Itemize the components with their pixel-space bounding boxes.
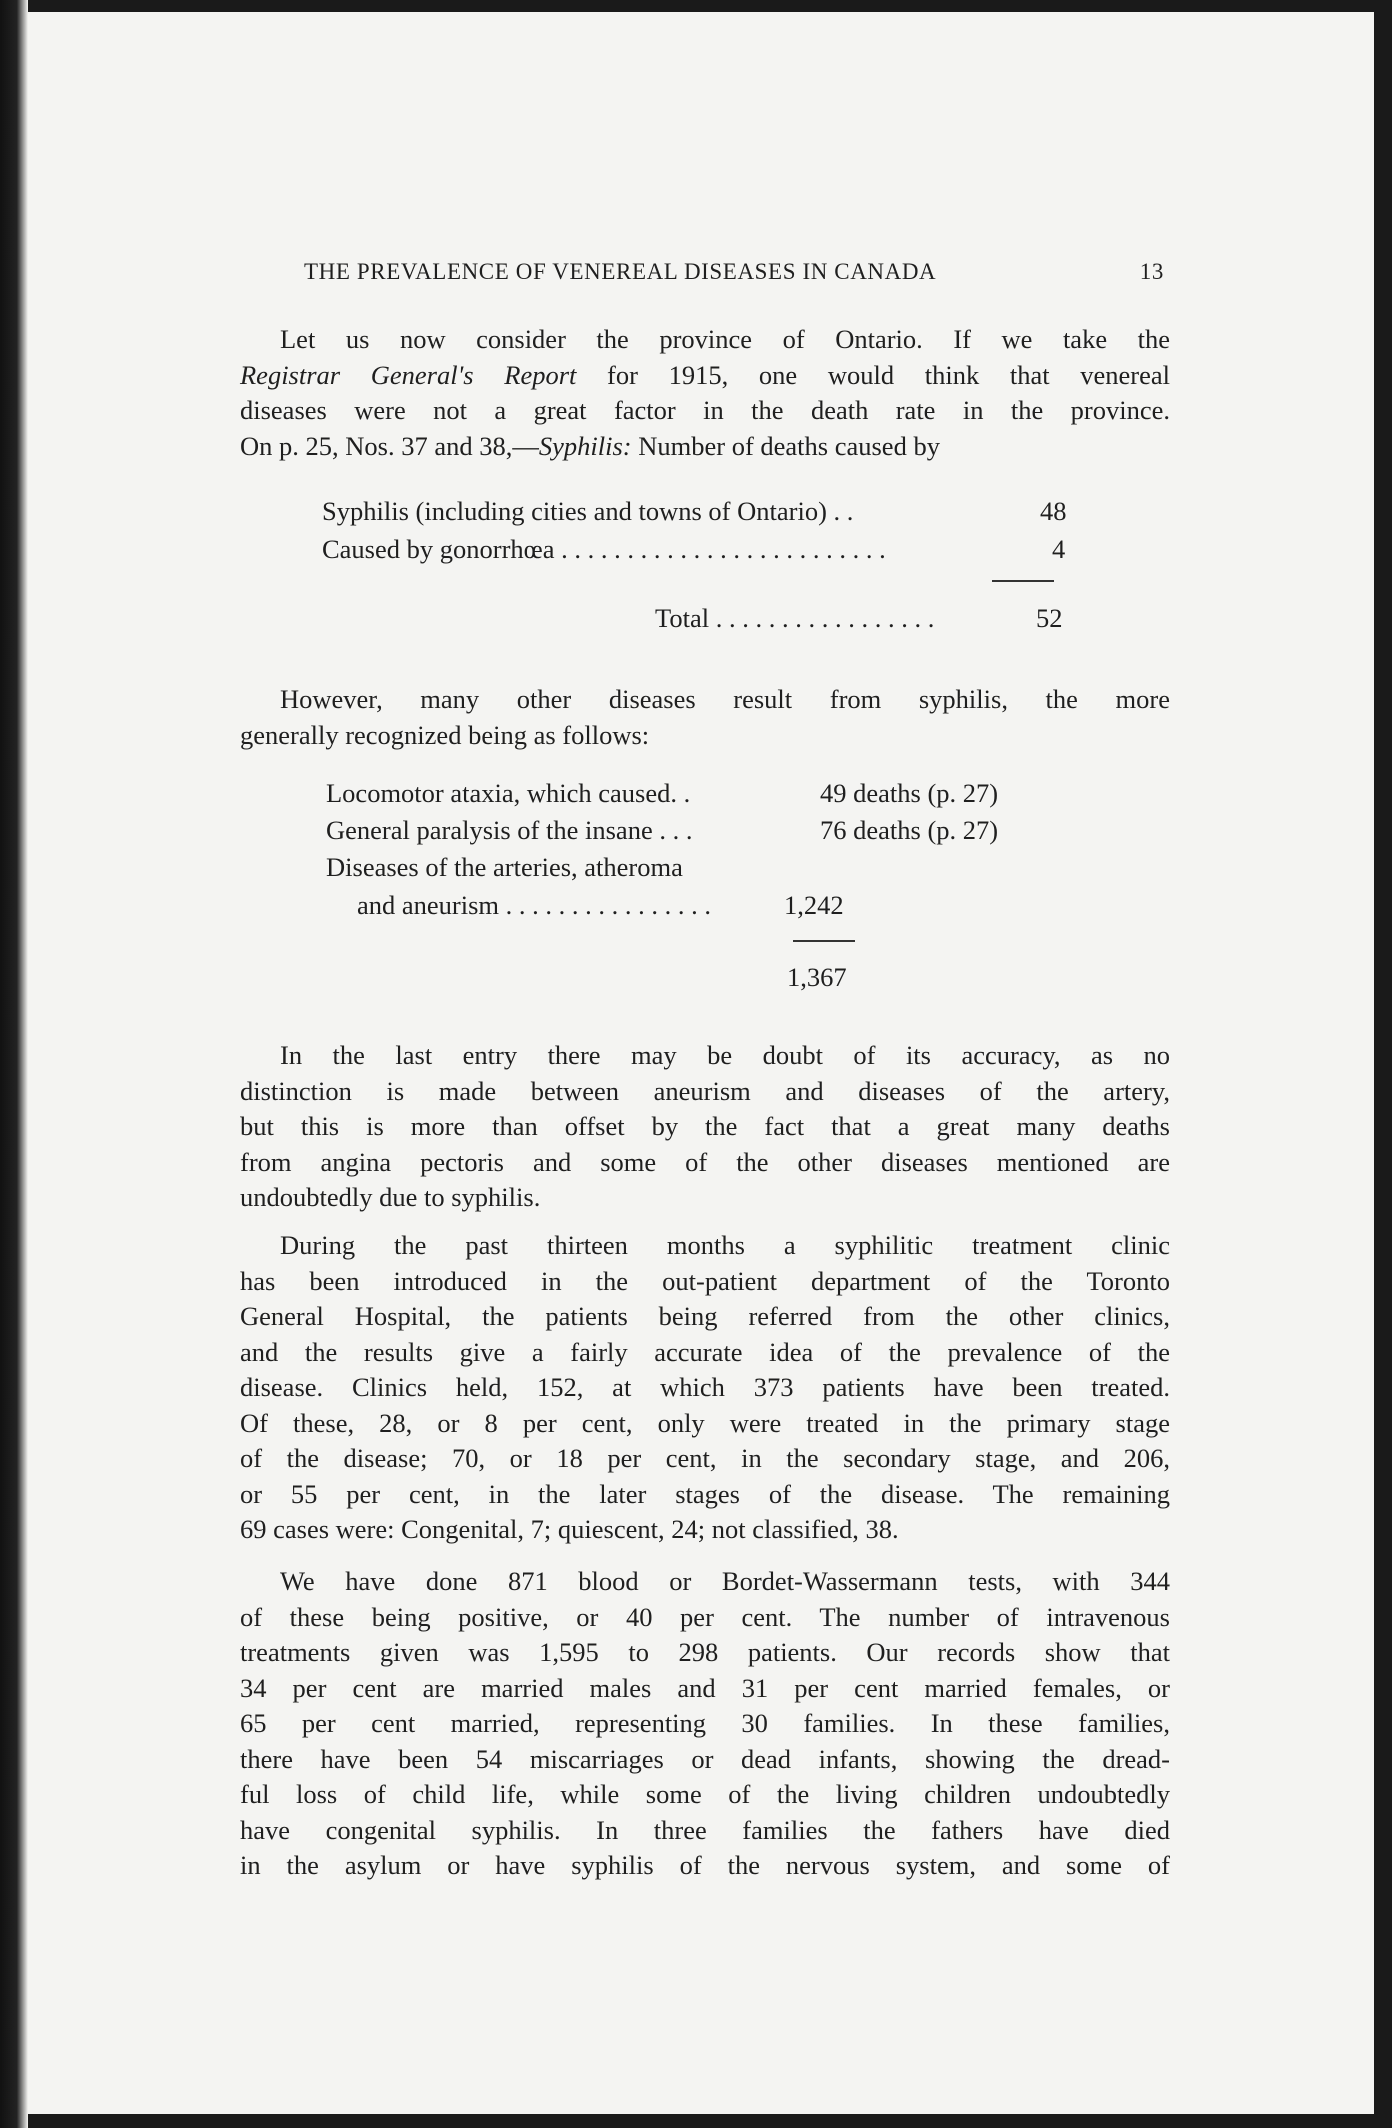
table-row-label: and aneurism . . . . . . . . . . . . . . . .	[357, 890, 712, 920]
text-line: distinction is made between aneurism and diseases of the artery,	[240, 1075, 1170, 1106]
syphilis-heading: Syphilis:	[538, 430, 632, 461]
text-span: for 1915, one would think that venereal	[576, 359, 1171, 390]
table-row-label: Caused by gonorrhœa . . . . . . . . . . . . . . . . . . . . . . . . .	[322, 534, 886, 564]
text-line: disease. Clinics held, 152, at which 373 patients have been treated.	[240, 1372, 1170, 1402]
total-value: 52	[1036, 603, 1063, 633]
table-row-value: 4	[1052, 534, 1066, 564]
book-page	[28, 12, 1374, 2114]
text-line: General Hospital, the patients being referred from the other clinics,	[240, 1301, 1170, 1331]
text-line: have congenital syphilis. In three families the fathers have died	[240, 1814, 1170, 1845]
report-title: Registrar General's Report	[240, 359, 577, 390]
sum-rule	[992, 580, 1054, 582]
table-row-value: 76 deaths (p. 27)	[820, 815, 999, 845]
table-row-value: 49 deaths (p. 27)	[820, 778, 999, 808]
text-line: 69 cases were: Congenital, 7; quiescent, 24; not classified, 38.	[240, 1514, 899, 1544]
paragraph-accuracy	[240, 1038, 1170, 1216]
text-span: On p. 25, Nos. 37 and 38,—	[240, 430, 539, 461]
text-line	[240, 429, 1170, 465]
text-line: We have done 871 blood or Bordet-Wassermann tests, with 344	[280, 1566, 1170, 1596]
running-title: THE PREVALENCE OF VENEREAL DISEASES IN CANADA	[304, 259, 937, 284]
text-line: treatments given was 1,595 to 298 patients. Our records show that	[240, 1637, 1170, 1667]
text-line: in the asylum or have syphilis of the nervous system, and some of	[240, 1850, 1170, 1880]
paragraph-wassermann	[240, 1564, 1170, 1884]
text-line: of these being positive, or 40 per cent. The number of intravenous	[240, 1601, 1170, 1632]
text-line: but this is more than offset by the fact that a great many deaths	[240, 1111, 1170, 1141]
text-line	[240, 358, 1170, 394]
total-label: Total . . . . . . . . . . . . . . . . .	[655, 603, 935, 633]
text-line: diseases were not a great factor in the death rate in the province.	[240, 395, 1170, 425]
text-line: In the last entry there may be doubt of its accuracy, as no	[280, 1040, 1170, 1070]
text-line: 65 per cent married, representing 30 families. In these families,	[240, 1708, 1170, 1738]
text-line: 34 per cent are married males and 31 per cent married females, or	[240, 1672, 1170, 1703]
text-line: Of these, 28, or 8 per cent, only were treated in the primary stage	[240, 1407, 1170, 1438]
table-row-label: Locomotor ataxia, which caused. .	[326, 778, 691, 808]
page-number: 13	[1139, 259, 1164, 284]
text-line: During the past thirteen months a syphilitic treatment clinic	[280, 1230, 1170, 1260]
text-line: or 55 per cent, in the later stages of the disease. The remaining	[240, 1478, 1170, 1509]
table-row-label: Diseases of the arteries, atheroma	[326, 852, 683, 882]
paragraph-clinic	[240, 1228, 1170, 1548]
text-line: Let us now consider the province of Ontario. If we take the	[280, 324, 1170, 354]
text-span: Number of deaths caused by	[631, 430, 940, 461]
sum-rule	[793, 940, 855, 942]
paragraph-other-diseases	[240, 682, 1170, 753]
paragraph-ontario	[240, 322, 1170, 464]
text-line: and the results give a fairly accurate idea of the prevalence of the	[240, 1336, 1170, 1367]
table-row-value: 48	[1040, 496, 1067, 526]
text-line: However, many other diseases result from syphilis, the more	[280, 684, 1170, 714]
table-row-label: General paralysis of the insane . . .	[326, 815, 693, 845]
total-value: 1,367	[787, 962, 847, 992]
text-line: has been introduced in the out-patient department of the Toronto	[240, 1265, 1170, 1296]
text-line: undoubtedly due to syphilis.	[240, 1182, 541, 1212]
table-row-label: Syphilis (including cities and towns of Ontario) . .	[322, 496, 854, 526]
text-line: ful loss of child life, while some of the living children undoubtedly	[240, 1779, 1170, 1809]
text-line: of the disease; 70, or 18 per cent, in the secondary stage, and 206,	[240, 1443, 1170, 1473]
table-row-value: 1,242	[784, 890, 844, 920]
text-line: generally recognized being as follows:	[240, 719, 650, 750]
text-line: from angina pectoris and some of the other diseases mentioned are	[240, 1146, 1170, 1177]
text-line: there have been 54 miscarriages or dead infants, showing the dread-	[240, 1743, 1170, 1774]
page-edge-shadow	[0, 0, 28, 2128]
